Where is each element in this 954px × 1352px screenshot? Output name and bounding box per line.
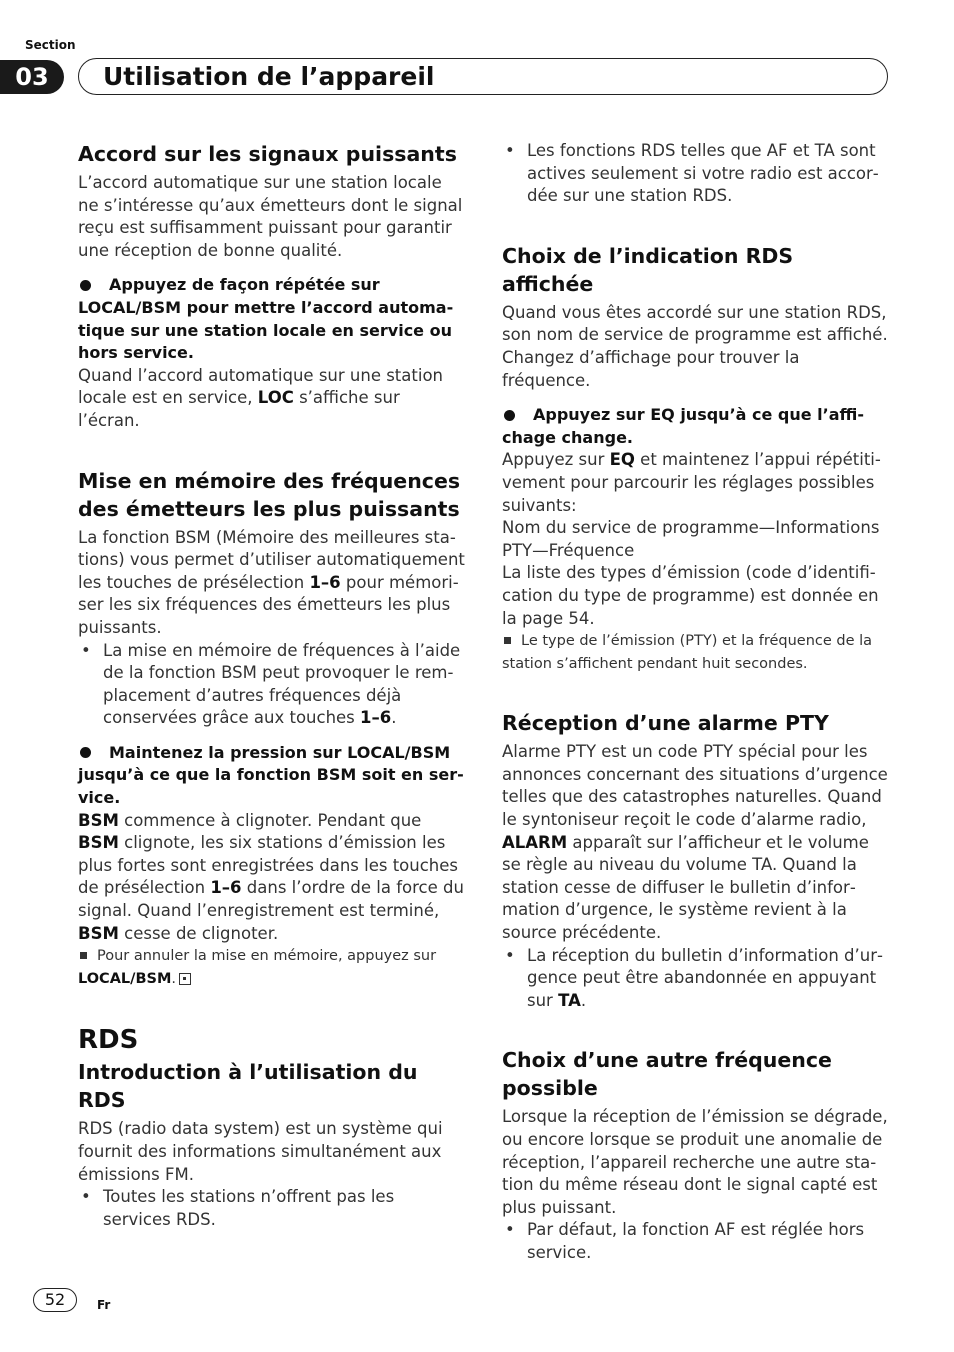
section-label: Section [25,38,76,52]
paragraph-rds-display: Quand vous êtes accordé sur une station RDS, son nom de service de programme est affiché. Changez d’affichage pour trouver la fréquence. [502,302,888,390]
paragraph-eq-cycle: Appuyez sur EQ et maintenez l’appui répétitivement pour parcourir les réglages possibles suivants: [502,450,881,515]
paragraph-strong-signals: L’accord automatique sur une station locale ne s’intéresse qu’aux émetteurs dont le signal reçu est suffisamment puissant pour garantir une réception de bonne qualité. [78,173,463,260]
instruction-press-eq: Appuyez sur EQ jusqu’à ce que l’affichage change. [502,405,865,447]
note-square-icon [504,637,511,644]
list-item: • La mise en mémoire de fréquences à l’aide de la fonction BSM peut provoquer le remplacement d’autres fréquences déjà conservées grâce aux touches 1–6. [78,640,466,730]
bullet-dot-icon [80,747,91,758]
rds-bullet-list [78,1186,466,1231]
paragraph-loc-display: Quand l’accord automatique sur une station locale est en service, LOC s’affiche sur l’écran. [78,365,443,430]
list-item: • La réception du bulletin d’information d’urgence peut être abandonnée en appuyant sur TA. [502,945,890,1013]
end-of-section-icon [179,973,191,985]
paragraph-rds-intro: RDS (radio data system) est un système qui fournit des informations simultanément aux émissions FM. [78,1119,443,1184]
note-cancel-memory: Pour annuler la mise en mémoire, appuyez sur LOCAL/BSM. [78,948,437,987]
page-number: 52 [33,1288,77,1312]
paragraph-alternative-frequency: Lorsque la réception de l’émission se dégrade, ou encore lorsque se produit une anomalie de réception, l’appareil recherche une autre station du même réseau dont le signal capté est plus puissant. [502,1107,888,1217]
heading-strong-signals: Accord sur les signaux puissants [78,142,457,166]
page-title: Utilisation de l’appareil [103,62,435,91]
heading-bsm-memory: Mise en mémoire des fréquences des émetteurs les plus puissants [78,468,461,521]
heading-rds: RDS [78,1025,139,1056]
pty-alarm-bullet-list [502,945,890,1013]
note-square-icon [80,952,87,959]
section-number-badge: 03 [0,60,64,94]
list-item: • Toutes les stations n’offrent pas les services RDS. [78,1186,466,1231]
heading-rds-intro: Introduction à l’utilisation du RDS [78,1060,418,1113]
note-pty-display: Le type de l’émission (PTY) et la fréquence de la station s’affichent pendant huit secondes. [502,633,873,672]
paragraph-bsm-intro: La fonction BSM (Mémoire des meilleures stations) vous permet d’utiliser automatiquement les touches de présélection 1–6 pour mémoriser les six fréquences des émetteurs les plus puissants. [78,527,465,637]
left-column [78,140,466,1231]
heading-rds-display: Choix de l’indication RDS affichée [502,243,794,296]
heading-pty-alarm: Réception d’une alarme PTY [502,711,829,736]
list-item: • Les fonctions RDS telles que AF et TA sont actives seulement si votre radio est accordée sur une station RDS. [502,140,890,208]
instruction-local-bsm: Appuyez de façon répétée sur LOCAL/BSM pour mettre l’accord automatique sur une station locale en service ou hors service. [78,275,454,363]
language-code: Fr [97,1298,111,1312]
right-column [502,140,890,1265]
af-ta-bullet-list [502,140,890,208]
header-title-bar [78,58,888,95]
paragraph-bsm-blinking: BSM commence à clignoter. Pendant que BSM clignote, les six stations d’émission les plus fortes sont enregistrées dans les touches de présélection 1–6 dans l’ordre de la force du signal. Quand l’enregistrement est terminé, BSM cesse de clignoter. [78,810,464,943]
paragraph-pty-list: La liste des types d’émission (code d’identification du type de programme) est donnée en la page 54. [502,563,879,628]
bullet-dot-icon [504,410,515,421]
paragraph-display-sequence: Nom du service de programme—Informations PTY—Fréquence [502,518,880,560]
af-default-bullet-list [502,1219,890,1264]
heading-alternative-frequency: Choix d’une autre fréquence possible [502,1048,832,1101]
instruction-hold-local-bsm: Maintenez la pression sur LOCAL/BSM jusqu’à ce que la fonction BSM soit en service. [78,742,464,808]
bullet-dot-icon [80,280,91,291]
bsm-bullet-list [78,640,466,730]
paragraph-pty-alarm: Alarme PTY est un code PTY spécial pour les annonces concernant des situations d’urgence telles que des catastrophes naturelles. Quand le syntoniseur reçoit le code d’alarme radio, ALARM apparaît sur l’afficheur et le volume se règle au niveau du volume TA. Quand la station cesse de diffuser le bulletin d’information d’urgence, le système revient à la source précédente. [502,742,888,943]
list-item: • Par défaut, la fonction AF est réglée hors service. [502,1219,890,1264]
